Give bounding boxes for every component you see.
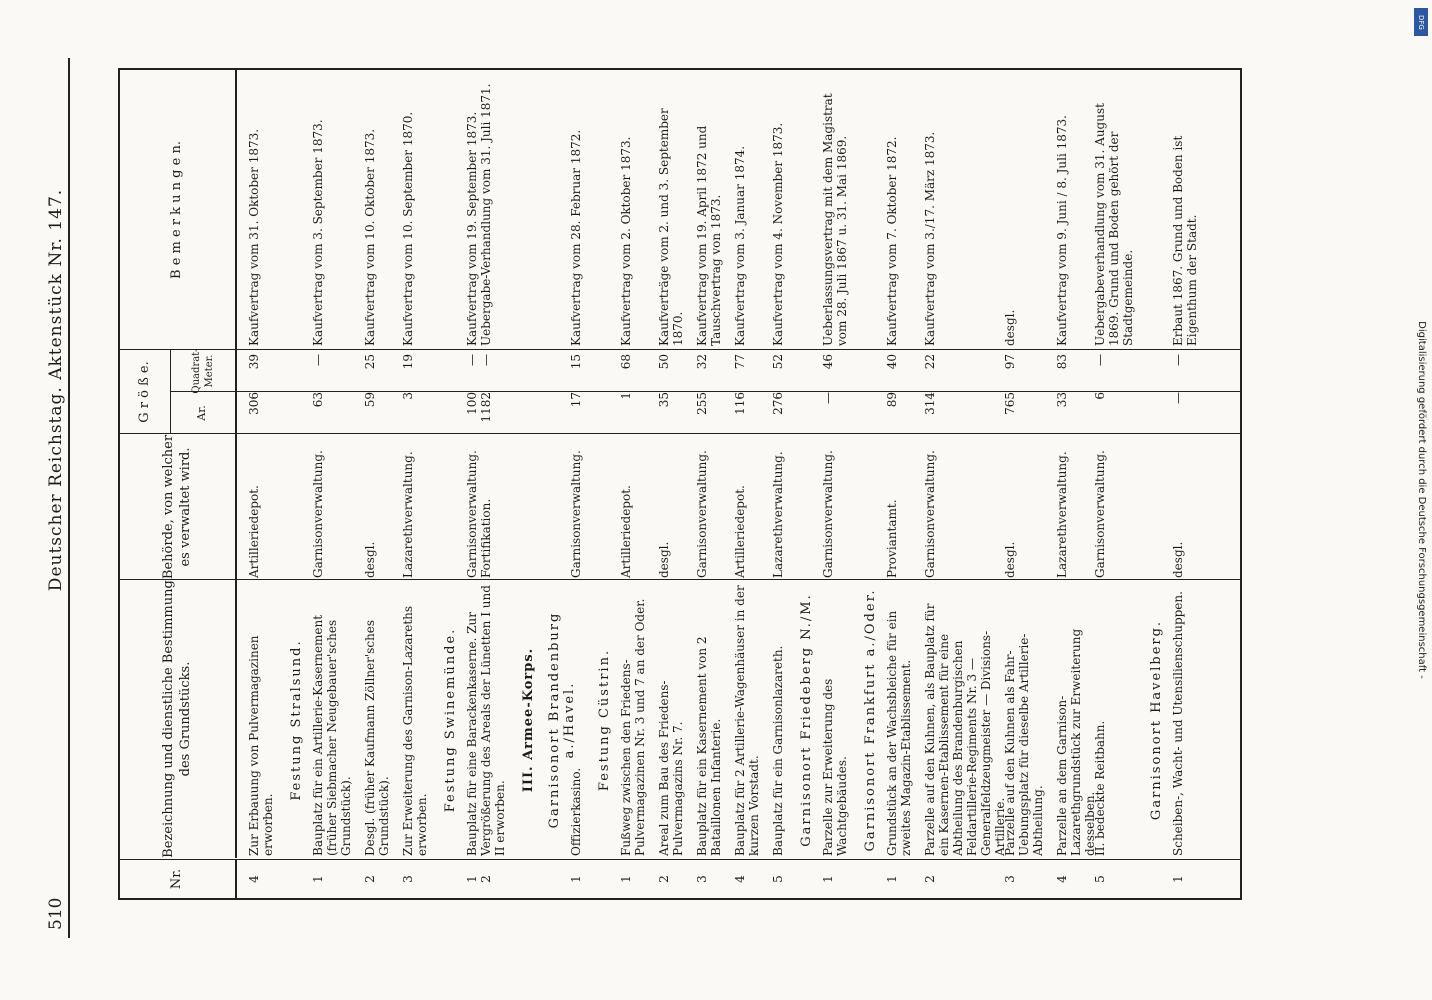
cell-bem: Kaufvertrag vom 28. Februar 1872.	[569, 129, 583, 346]
section-heading: Garnisonort Havelberg.	[1149, 619, 1164, 821]
cell-bem: Kaufvertrag vom 3./17. März 1873.	[923, 131, 937, 346]
cell-nr: 4	[1055, 875, 1069, 883]
cell-ar: 89	[885, 392, 899, 408]
cell-bem: Kaufvertrag vom 3. Januar 1874.	[733, 145, 747, 346]
cell-nr: 1	[619, 875, 633, 883]
section-heading: Garnisonort Friedeberg N./M.	[799, 593, 814, 847]
cell-beh: Garnisonverwaltung.	[923, 450, 937, 578]
cell-nr: 3	[695, 875, 709, 883]
cell-bez: Bauplatz für ein Garnisonlazareth.	[771, 645, 785, 856]
dfg-logo: DFG	[1414, 8, 1428, 36]
cell-qm: 39	[247, 354, 261, 370]
cell-bem: Kaufvertrag vom 10. September 1870.	[401, 111, 415, 346]
running-head-title: Deutscher Reichstag. Aktenstück Nr. 147.	[46, 188, 66, 592]
cell-ar: 35	[657, 392, 671, 408]
cell-ar: 59	[363, 392, 377, 408]
cell-qm: 46	[821, 354, 835, 370]
cell-bez: Parzelle auf den Kuhnen, als Bauplatz für ein Kasernen-Etablissement für eine Abtheilung des Brandenburgischen Feldartillerie-Regiments Nr. 3 — Generalfeldzeugmeister — Divisions-Artillerie.	[923, 603, 1007, 856]
cell-ar: 6	[1093, 392, 1107, 400]
cell-bem: Kaufvertrag vom 19. September 1873. Uebergabe-Verhandlung vom 31. Juli 1871.	[465, 83, 493, 346]
cell-nr: 2	[923, 875, 937, 883]
cell-bez: Bauplatz für eine Barackenkaserne. Zur Vergrößerung des Areals der Lünetten I und II erworben.	[465, 585, 507, 856]
cell-bez: Zur Erbauung von Pulvermagazinen erworben.	[247, 635, 275, 856]
cell-nr: 3	[1003, 875, 1017, 883]
section-heading: Garnisonort Brandenburg a./Havel.	[547, 611, 577, 829]
cell-bem: Kaufverträge vom 2. und 3. September 1870.	[657, 108, 685, 346]
cell-nr: 1	[1171, 875, 1185, 883]
cell-bem: Uebergabeverhandlung vom 31. August 1869. Grund und Boden gehört der Stadtgemeinde.	[1093, 103, 1135, 346]
cell-ar: 3	[401, 392, 415, 400]
cell-beh: desgl.	[657, 541, 671, 578]
cell-ar: 765	[1003, 392, 1017, 415]
cell-qm: 52	[771, 354, 785, 370]
cell-beh: Garnisonverwaltung.	[1093, 450, 1107, 578]
section-heading: Festung Cüstrin.	[597, 648, 612, 792]
cell-bez: II. bedeckte Reitbahn.	[1093, 720, 1107, 856]
cell-bez: Parzelle auf den Kuhnen als Fahr-Uebungsplatz für dieselbe Artillerie-Abtheilung.	[1003, 633, 1045, 856]
section-heading: Garnisonort Frankfurt a./Oder.	[863, 588, 878, 852]
cell-nr: 5	[1093, 875, 1107, 883]
cell-beh: Garnisonverwaltung. Fortifikation.	[465, 450, 493, 578]
cell-ar: 1	[619, 392, 633, 400]
cell-bez: Parzelle zur Erweiterung des Wachtgebäudes.	[821, 678, 849, 856]
cell-bem: Kaufvertrag vom 31. Oktober 1873.	[247, 128, 261, 346]
col-bemerkungen-header: B e m e r k u n g e n.	[120, 70, 237, 350]
cell-ar: 17	[569, 392, 583, 408]
page-number: 510	[46, 897, 66, 930]
cell-beh: Artilleriedepot.	[733, 485, 747, 578]
cell-qm: 40	[885, 354, 899, 370]
cell-nr: 1 2	[465, 875, 493, 883]
cell-ar: 116	[733, 392, 747, 415]
cell-qm: 97	[1003, 354, 1017, 370]
cell-beh: desgl.	[1003, 541, 1017, 578]
cell-bez: Areal zum Bau des Friedens-Pulvermagazins Nr. 7.	[657, 680, 685, 856]
cell-qm: 25	[363, 354, 377, 370]
cell-bem: Kaufvertrag vom 19. April 1872 und Tauschvertrag von 1873.	[695, 125, 723, 346]
section-heading: III. Armee-Korps.	[521, 647, 536, 793]
cell-bez: Bauplatz für 2 Artillerie-Wagenhäuser in der kurzen Vorstadt.	[733, 585, 761, 856]
cell-beh: Proviantamt.	[885, 499, 899, 578]
col-groesse-header: G r ö ß e.	[120, 350, 171, 434]
cell-bem: Kaufvertrag vom 9. Juni / 8. Juli 1873.	[1055, 115, 1069, 346]
digitization-note	[1410, 0, 1432, 1000]
cell-bez: Desgl. (früher Kaufmann Zöllner'sches Grundstück).	[363, 619, 391, 856]
cell-bez: Fußweg zwischen den Friedens-Pulvermagazinen Nr. 3 und 7 an der Oder.	[619, 598, 647, 856]
cell-bem: Kaufvertrag vom 2. Oktober 1873.	[619, 136, 633, 346]
cell-ar: 33	[1055, 392, 1069, 408]
cell-qm: — —	[465, 354, 493, 366]
cell-beh: Garnisonverwaltung.	[821, 450, 835, 578]
cell-qm: —	[1171, 354, 1185, 366]
running-header	[38, 50, 78, 930]
cell-nr: 1	[885, 875, 899, 883]
header-rule	[68, 58, 70, 938]
cell-qm: 77	[733, 354, 747, 370]
cell-qm: 32	[695, 354, 709, 370]
cell-qm: 15	[569, 354, 583, 370]
cell-nr: 3	[401, 875, 415, 883]
cell-ar: 255	[695, 392, 709, 415]
cell-ar: 314	[923, 392, 937, 415]
cell-ar: 276	[771, 392, 785, 415]
property-table	[118, 68, 1242, 900]
cell-ar: 100 1182	[465, 392, 493, 423]
cell-ar: —	[1171, 392, 1185, 404]
cell-nr: 2	[363, 875, 377, 883]
digitization-note-text: Digitalisierung gefördert durch die Deutsche Forschungsgemeinschaft -	[1416, 321, 1427, 679]
cell-nr: 4	[733, 875, 747, 883]
cell-bez: Scheiben-, Wacht- und Utensilienschuppen.	[1171, 591, 1185, 856]
cell-bem: Erbaut 1867. Grund und Boden ist Eigenthum der Stadt.	[1171, 135, 1199, 346]
cell-nr: 2	[657, 875, 671, 883]
cell-qm: 19	[401, 354, 415, 370]
cell-bem: Kaufvertrag vom 4. November 1873.	[771, 122, 785, 346]
cell-ar: 306	[247, 392, 261, 415]
cell-nr: 1	[821, 875, 835, 883]
cell-qm: 68	[619, 354, 633, 370]
col-bezeichnung-header: Bezeichnung und dienstliche Bestimmung des Grundstücks.	[120, 580, 237, 858]
cell-qm: —	[311, 354, 325, 366]
cell-beh: desgl.	[363, 541, 377, 578]
cell-bem: desgl.	[1003, 309, 1017, 346]
cell-beh: desgl.	[1171, 541, 1185, 578]
col-behoerde-header: Behörde, von welcher es verwaltet wird.	[120, 434, 237, 580]
cell-beh: Garnisonverwaltung.	[311, 450, 325, 578]
cell-bez: Grundstück an der Wachsbleiche für ein zweites Magazin-Etablissement.	[885, 610, 913, 856]
col-ar-header: Ar.	[170, 392, 237, 434]
cell-beh: Lazarethverwaltung.	[771, 451, 785, 578]
cell-qm: 50	[657, 354, 671, 370]
cell-beh: Garnisonverwaltung.	[569, 450, 583, 578]
cell-beh: Artilleriedepot.	[247, 485, 261, 578]
cell-qm: 83	[1055, 354, 1069, 370]
cell-bez: Zur Erweiterung des Garnison-Lazareths erworben.	[401, 605, 429, 856]
section-heading: Festung Swinemünde.	[443, 627, 458, 813]
cell-bem: Kaufvertrag vom 10. Oktober 1873.	[363, 128, 377, 346]
cell-ar: 63	[311, 392, 325, 408]
cell-qm: —	[1093, 354, 1107, 366]
cell-bez: Offizierkasino.	[569, 767, 583, 856]
cell-nr: 1	[311, 875, 325, 883]
cell-beh: Lazarethverwaltung.	[401, 451, 415, 578]
cell-bez: Parzelle an dem Garnison-Lazarethgrundstück zur Erweiterung desselben.	[1055, 628, 1097, 856]
col-nr-header: Nr.	[120, 860, 237, 898]
cell-bem: Ueberlassungsvertrag mit dem Magistrat vom 28. Juli 1867 u. 31. Mai 1869.	[821, 93, 849, 346]
cell-ar: —	[821, 392, 835, 404]
cell-bem: Kaufvertrag vom 7. Oktober 1872.	[885, 136, 899, 346]
cell-beh: Lazarethverwaltung.	[1055, 451, 1069, 578]
table-body	[235, 70, 1240, 898]
cell-nr: 4	[247, 875, 261, 883]
cell-qm: 22	[923, 354, 937, 370]
cell-beh: Garnisonverwaltung.	[695, 450, 709, 578]
cell-bez: Bauplatz für ein Kasernement von 2 Bataillonen Infanterie.	[695, 636, 723, 856]
cell-bez: Bauplatz für ein Artillerie-Kasernement (früher Siebmacher Neugebauer'sches Grundstück).	[311, 614, 353, 856]
cell-nr: 5	[771, 875, 785, 883]
section-heading: Festung Stralsund.	[289, 639, 304, 801]
cell-beh: Artilleriedepot.	[619, 485, 633, 578]
col-qm-header: Quadrat-Meter.	[170, 350, 237, 392]
cell-bem: Kaufvertrag vom 3. September 1873.	[311, 119, 325, 346]
cell-nr: 1	[569, 875, 583, 883]
